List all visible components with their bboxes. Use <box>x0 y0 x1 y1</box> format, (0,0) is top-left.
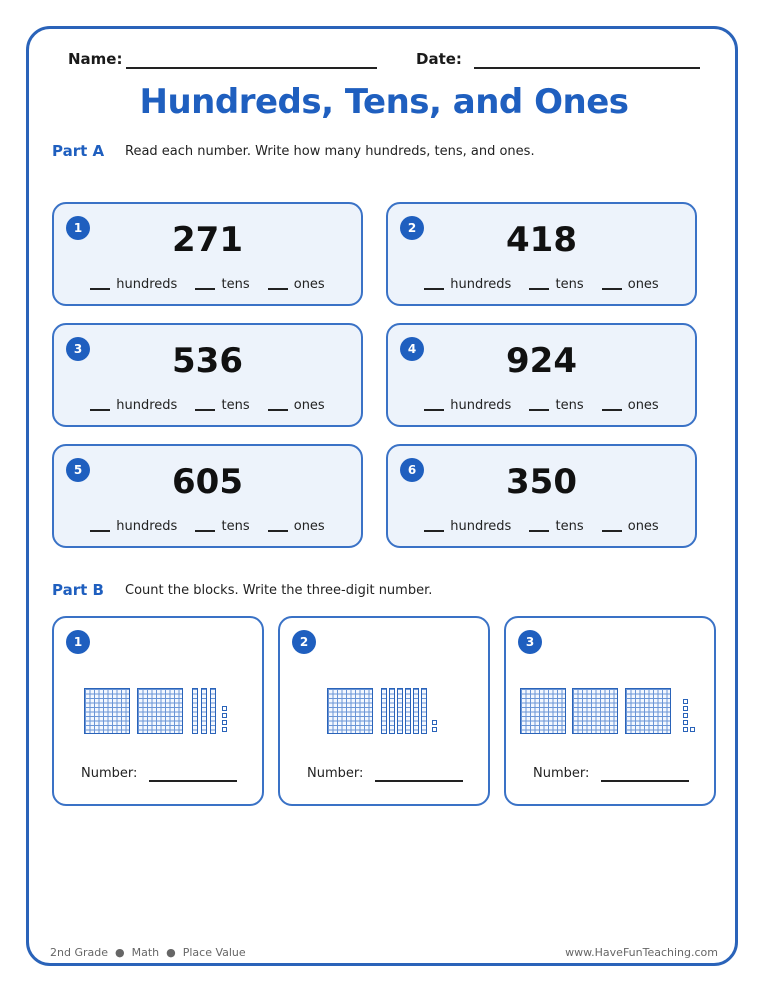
hundreds-word: hundreds <box>116 277 178 292</box>
number-label: Number: <box>81 766 138 781</box>
one-cube <box>683 727 688 732</box>
answer-row <box>388 277 695 292</box>
ten-rod <box>389 688 395 734</box>
part-a-card <box>386 444 697 548</box>
part-a-card <box>52 323 363 427</box>
topic-tag: Place Value <box>182 946 246 959</box>
ones-word: ones <box>627 398 659 413</box>
one-cube <box>222 706 227 711</box>
item-number-badge: 6 <box>400 458 424 482</box>
footer-tags <box>50 946 246 959</box>
number-label: Number: <box>533 766 590 781</box>
number-to-read: 605 <box>172 462 243 502</box>
date-field[interactable] <box>474 67 700 69</box>
hundreds-word: hundreds <box>116 398 178 413</box>
page-title: Hundreds, Tens, and Ones <box>139 82 629 122</box>
number-to-read: 350 <box>506 462 577 502</box>
ten-rod <box>413 688 419 734</box>
tens-blank[interactable] <box>195 409 215 411</box>
number-to-read: 536 <box>172 341 243 381</box>
tens-word: tens <box>555 519 584 534</box>
answer-row <box>54 277 361 292</box>
item-number-badge: 2 <box>400 216 424 240</box>
ones-word: ones <box>293 519 325 534</box>
number-to-read: 418 <box>506 220 577 260</box>
one-cube <box>683 706 688 711</box>
hundred-flat <box>520 688 566 734</box>
item-number-badge: 3 <box>66 337 90 361</box>
tens-blank[interactable] <box>195 288 215 290</box>
one-cube <box>222 713 227 718</box>
number-answer-field[interactable] <box>375 780 463 782</box>
part-a-card <box>52 202 363 306</box>
hundred-flat <box>327 688 373 734</box>
number-to-read: 924 <box>506 341 577 381</box>
ones-word: ones <box>627 277 659 292</box>
ones-blank[interactable] <box>268 288 288 290</box>
ones-blank[interactable] <box>602 409 622 411</box>
item-number-badge: 2 <box>292 630 316 654</box>
hundreds-blank[interactable] <box>424 530 444 532</box>
ones-word: ones <box>293 398 325 413</box>
tens-blank[interactable] <box>529 409 549 411</box>
ones-word: ones <box>627 519 659 534</box>
ten-rod <box>405 688 411 734</box>
ten-rod <box>421 688 427 734</box>
part-b-label: Part B <box>52 581 104 599</box>
ten-rod <box>210 688 216 734</box>
item-number-badge: 1 <box>66 630 90 654</box>
tens-word: tens <box>555 398 584 413</box>
tens-word: tens <box>221 277 250 292</box>
hundreds-word: hundreds <box>450 519 512 534</box>
answer-row <box>54 519 361 534</box>
subject-tag: Math <box>131 946 160 959</box>
part-b-card <box>504 616 716 806</box>
hundreds-blank[interactable] <box>90 288 110 290</box>
answer-row <box>388 398 695 413</box>
tens-blank[interactable] <box>195 530 215 532</box>
hundreds-blank[interactable] <box>424 288 444 290</box>
ten-rod <box>381 688 387 734</box>
ones-word: ones <box>293 277 325 292</box>
hundreds-blank[interactable] <box>90 530 110 532</box>
part-a-instruction: Read each number. Write how many hundreds, tens, and ones. <box>125 144 535 159</box>
hundreds-blank[interactable] <box>90 409 110 411</box>
item-number-badge: 4 <box>400 337 424 361</box>
hundreds-blank[interactable] <box>424 409 444 411</box>
number-answer-field[interactable] <box>601 780 689 782</box>
part-b-instruction: Count the blocks. Write the three-digit number. <box>125 583 433 598</box>
one-cube <box>222 727 227 732</box>
answer-row <box>54 398 361 413</box>
number-answer-field[interactable] <box>149 780 237 782</box>
one-cube <box>432 727 437 732</box>
website-link[interactable]: www.HaveFunTeaching.com <box>565 946 718 959</box>
ten-rod <box>397 688 403 734</box>
ten-rod <box>192 688 198 734</box>
ones-blank[interactable] <box>602 288 622 290</box>
name-field[interactable] <box>126 67 377 69</box>
tens-blank[interactable] <box>529 530 549 532</box>
hundreds-word: hundreds <box>450 277 512 292</box>
ten-rod <box>201 688 207 734</box>
one-cube <box>683 699 688 704</box>
name-label: Name: <box>68 50 123 68</box>
answer-row <box>388 519 695 534</box>
bullet-separator: ● <box>162 946 180 959</box>
item-number-badge: 1 <box>66 216 90 240</box>
one-cube <box>690 727 695 732</box>
bullet-separator: ● <box>111 946 129 959</box>
number-label: Number: <box>307 766 364 781</box>
hundred-flat <box>625 688 671 734</box>
item-number-badge: 3 <box>518 630 542 654</box>
part-a-card <box>52 444 363 548</box>
tens-blank[interactable] <box>529 288 549 290</box>
part-b-card <box>278 616 490 806</box>
item-number-badge: 5 <box>66 458 90 482</box>
part-a-card <box>386 323 697 427</box>
tens-word: tens <box>555 277 584 292</box>
one-cube <box>683 713 688 718</box>
part-b-card <box>52 616 264 806</box>
one-cube <box>222 720 227 725</box>
hundreds-word: hundreds <box>116 519 178 534</box>
ones-blank[interactable] <box>602 530 622 532</box>
tens-word: tens <box>221 398 250 413</box>
one-cube <box>683 720 688 725</box>
hundred-flat <box>84 688 130 734</box>
number-to-read: 271 <box>172 220 243 260</box>
ones-blank[interactable] <box>268 530 288 532</box>
hundreds-word: hundreds <box>450 398 512 413</box>
hundred-flat <box>572 688 618 734</box>
hundred-flat <box>137 688 183 734</box>
one-cube <box>432 720 437 725</box>
part-a-label: Part A <box>52 142 105 160</box>
part-a-card <box>386 202 697 306</box>
date-label: Date: <box>416 50 462 68</box>
ones-blank[interactable] <box>268 409 288 411</box>
grade-tag: 2nd Grade <box>50 946 108 959</box>
tens-word: tens <box>221 519 250 534</box>
